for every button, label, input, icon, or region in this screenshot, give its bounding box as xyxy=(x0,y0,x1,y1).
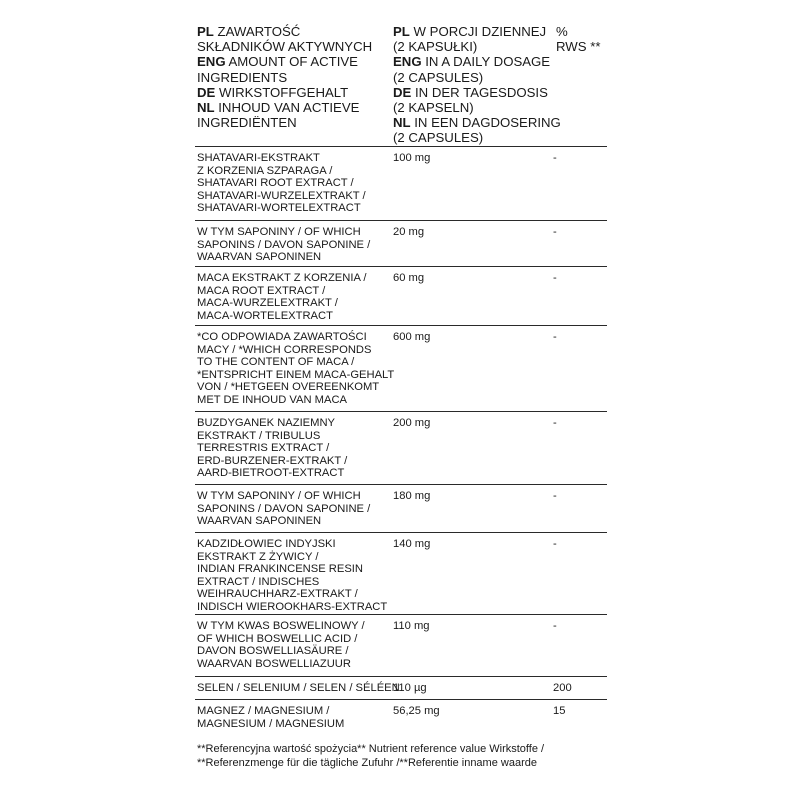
header-text: IN EEN DAGDOSERING xyxy=(414,115,561,131)
ingredient-name-line: MACY / *WHICH CORRESPONDS xyxy=(197,343,372,356)
header-text: (2 KAPSELN) xyxy=(393,100,474,116)
ingredient-name-line: EKSTRAKT Z ŻYWICY / xyxy=(197,550,319,563)
language-code: DE xyxy=(197,84,216,100)
ingredient-amount: 20 mg xyxy=(393,226,425,238)
header-line xyxy=(556,24,616,39)
ingredient-rws: 200 xyxy=(553,682,572,694)
header-text: W PORCJI DZIENNEJ xyxy=(413,24,547,39)
header-line xyxy=(197,70,387,85)
ingredient-name xyxy=(197,620,385,670)
header-text: INHOUD VAN ACTIEVE xyxy=(218,100,360,116)
ingredient-amount: 60 mg xyxy=(393,272,425,284)
ingredient-name-line: KADZIDŁOWIEC INDYJSKI xyxy=(197,538,336,550)
header-line xyxy=(393,100,553,115)
ingredient-name-line: SHATAVARI-EKSTRAKT xyxy=(197,152,320,164)
ingredient-name-line: EKSTRAKT / TRIBULUS xyxy=(197,429,321,442)
header-line xyxy=(197,85,387,100)
ingredient-name xyxy=(197,417,385,480)
ingredient-name xyxy=(197,152,385,215)
language-code: ENG xyxy=(197,54,226,70)
header-line xyxy=(393,54,553,69)
header-line xyxy=(197,54,387,69)
header-line xyxy=(393,39,553,54)
ingredient-name-line: W TYM SAPONINY / OF WHICH xyxy=(197,490,361,502)
table-row xyxy=(195,220,607,266)
ingredient-name-line: DAVON BOSWELLIASÄURE / xyxy=(197,645,349,658)
header-line xyxy=(197,39,387,54)
language-code: NL xyxy=(393,115,411,131)
ingredient-name-line: *ENTSPRICHT EINEM MACA-GEHALT xyxy=(197,368,395,381)
ingredient-name-line: TO THE CONTENT OF MACA / xyxy=(197,356,355,369)
ingredient-name-line: MACA EKSTRAKT Z KORZENIA / xyxy=(197,272,367,284)
table-row xyxy=(195,411,607,484)
ingredient-name-line: WAARVAN SAPONINEN xyxy=(197,515,322,528)
header-text: IN DER TAGESDOSIS xyxy=(415,84,548,100)
ingredient-rws: - xyxy=(553,620,557,632)
ingredient-name-line: MACA-WORTELEXTRACT xyxy=(197,309,333,322)
header-text: AMOUNT OF ACTIVE xyxy=(228,54,358,70)
ingredient-amount: 600 mg xyxy=(393,331,431,343)
header-line xyxy=(393,85,553,100)
ingredient-name-line: INDISCH WIEROOKHARS-EXTRACT xyxy=(197,600,388,613)
ingredient-name-line: ERD-BURZENER-EXTRAKT / xyxy=(197,454,348,467)
ingredient-name-line: Z KORZENIA SZPARAGA / xyxy=(197,164,333,177)
ingredient-name-line: WAARVAN SAPONINEN xyxy=(197,251,322,264)
ingredient-name-line: SHATAVARI-WURZELEXTRAKT / xyxy=(197,189,366,202)
header-text: INGREDIËNTEN xyxy=(197,115,297,131)
ingredient-name-line: VON / *HETGEEN OVEREENKOMT xyxy=(197,381,380,394)
table-header xyxy=(197,24,607,146)
header-text: (2 KAPSUŁKI) xyxy=(393,39,478,55)
ingredient-name-line: MACA ROOT EXTRACT / xyxy=(197,284,326,297)
ingredient-rws: - xyxy=(553,272,557,284)
ingredient-amount: 200 mg xyxy=(393,417,431,429)
ingredient-name-line: INDIAN FRANKINCENSE RESIN xyxy=(197,563,363,576)
footnote-line: **Referencyjna wartość spożycia** Nutrient reference value Wirkstoffe / xyxy=(197,743,545,755)
header-text: INGREDIENTS xyxy=(197,69,288,85)
header-text: RWS ** xyxy=(556,39,601,55)
header-text: ZAWARTOŚĆ xyxy=(217,24,301,39)
header-line xyxy=(197,115,387,130)
footnote-line: **Referenzmenge für die tägliche Zufuhr /**Referentie inname waarde xyxy=(197,757,537,770)
ingredient-name xyxy=(197,226,385,264)
header-text: IN A DAILY DOSAGE xyxy=(425,54,551,70)
ingredient-rws: - xyxy=(553,538,557,550)
ingredient-name-line: OF WHICH BOSWELLIC ACID / xyxy=(197,632,358,645)
header-rws-column xyxy=(556,24,616,54)
table-row xyxy=(195,676,607,699)
ingredient-name-line: MAGNESIUM / MAGNESIUM xyxy=(197,717,345,730)
language-code: ENG xyxy=(393,54,422,70)
ingredient-name xyxy=(197,538,388,614)
ingredient-name-line: W TYM KWAS BOSWELINOWY / xyxy=(197,620,365,632)
table-row xyxy=(195,484,607,532)
footnote xyxy=(197,742,617,770)
header-line xyxy=(197,100,387,115)
header-ingredients-column xyxy=(197,24,387,130)
ingredient-name-line: AARD-BIETROOT-EXTRACT xyxy=(197,467,345,480)
table-row xyxy=(195,325,607,411)
ingredient-name-line: MAGNEZ / MAGNESIUM / xyxy=(197,705,330,717)
ingredient-rws: - xyxy=(553,490,557,502)
table-row xyxy=(195,699,607,739)
ingredient-name-line: SHATAVARI ROOT EXTRACT / xyxy=(197,177,354,190)
header-text: % xyxy=(556,24,568,39)
ingredient-rws: - xyxy=(553,331,557,343)
header-line xyxy=(393,130,553,145)
ingredient-amount: 110 µg xyxy=(393,682,427,694)
ingredient-name-line: SELEN / SELENIUM / SELEN / SÉLÉEN xyxy=(197,682,400,694)
ingredient-amount: 56,25 mg xyxy=(393,705,440,717)
table-row xyxy=(195,146,607,220)
ingredient-name-line: SHATAVARI-WORTELEXTRACT xyxy=(197,202,361,215)
ingredient-amount: 180 mg xyxy=(393,490,431,502)
table-row xyxy=(195,266,607,325)
ingredient-name-line: EXTRACT / INDISCHES xyxy=(197,575,320,588)
ingredient-name-line: WEIHRAUCHHARZ-EXTRAKT / xyxy=(197,588,358,601)
header-text: (2 CAPSULES) xyxy=(393,69,484,85)
header-text: SKŁADNIKÓW AKTYWNYCH xyxy=(197,39,373,55)
ingredient-amount: 110 mg xyxy=(393,620,430,632)
table-row xyxy=(195,614,607,676)
ingredient-name xyxy=(197,682,400,695)
ingredient-name xyxy=(197,272,385,322)
ingredient-name-line: W TYM SAPONINY / OF WHICH xyxy=(197,226,361,238)
ingredient-name xyxy=(197,705,385,730)
ingredient-name-line: *CO ODPOWIADA ZAWARTOŚCI xyxy=(197,331,367,343)
ingredient-name-line: MACA-WURZELEXTRAKT / xyxy=(197,297,338,310)
ingredient-rws: 15 xyxy=(553,705,566,717)
ingredient-name-line: SAPONINS / DAVON SAPONINE / xyxy=(197,502,371,515)
ingredient-name-line: WAARVAN BOSWELLIAZUUR xyxy=(197,657,351,670)
header-line xyxy=(556,39,616,54)
ingredient-rws: - xyxy=(553,417,557,429)
language-code: DE xyxy=(393,84,412,100)
ingredient-amount: 100 mg xyxy=(393,152,431,164)
ingredient-name xyxy=(197,331,395,407)
header-text: WIRKSTOFFGEHALT xyxy=(219,84,349,100)
ingredient-rws: - xyxy=(553,226,557,238)
header-line xyxy=(197,24,387,39)
header-text: (2 CAPSULES) xyxy=(393,130,484,146)
ingredient-name-line: BUZDYGANEK NAZIEMNY xyxy=(197,417,335,429)
ingredient-name-line: MET DE INHOUD VAN MACA xyxy=(197,393,348,406)
header-daily-dosage-column xyxy=(393,24,561,146)
ingredient-name-line: TERRESTRIS EXTRACT / xyxy=(197,442,330,455)
header-line xyxy=(393,24,553,39)
header-line xyxy=(393,70,553,85)
table-row xyxy=(195,532,607,614)
language-code: PL xyxy=(393,24,410,39)
ingredient-name-line: SAPONINS / DAVON SAPONINE / xyxy=(197,238,371,251)
header-line xyxy=(393,115,561,131)
ingredient-rws: - xyxy=(553,152,557,164)
language-code: NL xyxy=(197,100,215,116)
ingredient-name xyxy=(197,490,385,528)
language-code: PL xyxy=(197,24,214,39)
ingredient-amount: 140 mg xyxy=(393,538,431,550)
